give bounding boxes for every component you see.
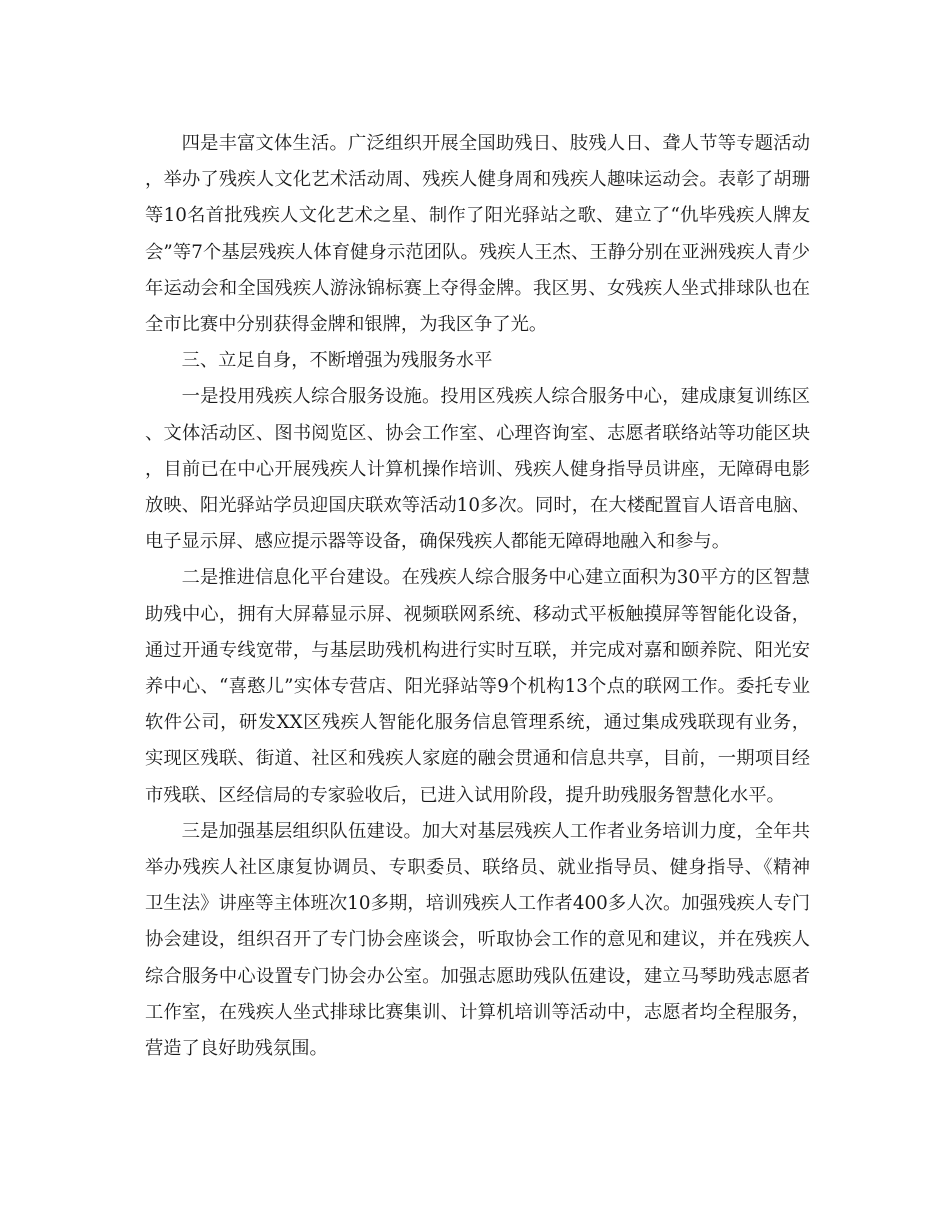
section-heading-three: 三、立足自身，不断增强为残服务水平 <box>181 350 493 372</box>
paragraph-culture-sports: 四是丰富文体生活。广泛组织开展全国助残日、肢残人日、聋人节等专题活动，举办了残疾人文化艺术活动周、残疾人健身周和残疾人趣味运动会。表彰了胡珊等10名首批残疾人文化艺术之星、制作了阳光驿站之歌、建立了“仇毕残疾人牌友会”等7个基层残疾人体育健身示范团队。残疾人王杰、王静分别在亚洲残疾人青少年运动会和全国残疾人游泳锦标赛上夺得金牌。我区男、女残疾人坐式排球队也在全市比赛中分别获得金牌和银牌，为我区争了光。 <box>145 133 810 336</box>
paragraph-service-facilities: 一是投用残疾人综合服务设施。投用区残疾人综合服务中心，建成康复训练区、文体活动区、图书阅览区、协会工作室、心理咨询室、志愿者联络站等功能区块，目前已在中心开展残疾人计算机操作培训、残疾人健身指导员讲座，无障碍电影放映、阳光驿站学员迎国庆联欢等活动10多次。同时，在大楼配置盲人语音电脑、电子显示屏、感应提示器等设备，确保残疾人都能无障碍地融入和参与。 <box>145 386 810 553</box>
paragraph-grassroots-team: 三是加强基层组织队伍建设。加大对基层残疾人工作者业务培训力度，全年共举办残疾人社区康复协调员、专职委员、联络员、就业指导员、健身指导、《精神卫生法》讲座等主体班次10多期，培训残疾人工作者400多人次。加强残疾人专门协会建设，组织召开了专门协会座谈会，听取协会工作的意见和建议，并在残疾人综合服务中心设置专门协会办公室。加强志愿助残队伍建设，建立马琴助残志愿者工作室，在残疾人坐式排球比赛集训、计算机培训等活动中，志愿者均全程服务，营造了良好助残氛围。 <box>145 820 810 1060</box>
document-body <box>145 126 810 1067</box>
paragraph-information-platform: 二是推进信息化平台建设。在残疾人综合服务中心建立面积为30平方的区智慧助残中心，拥有大屏幕显示屏、视频联网系统、移动式平板触摸屏等智能化设备，通过开通专线宽带，与基层助残机构进行实时互联，并完成对嘉和颐养院、阳光安养中心、“喜憨儿”实体专营店、阳光驿站等9个机构13个点的联网工作。委托专业软件公司，研发XX区残疾人智能化服务信息管理系统，通过集成残联现有业务，实现区残联、街道、社区和残疾人家庭的融会贯通和信息共享，目前，一期项目经市残联、区经信局的专家验收后，已进入试用阶段，提升助残服务智慧化水平。 <box>145 567 810 806</box>
